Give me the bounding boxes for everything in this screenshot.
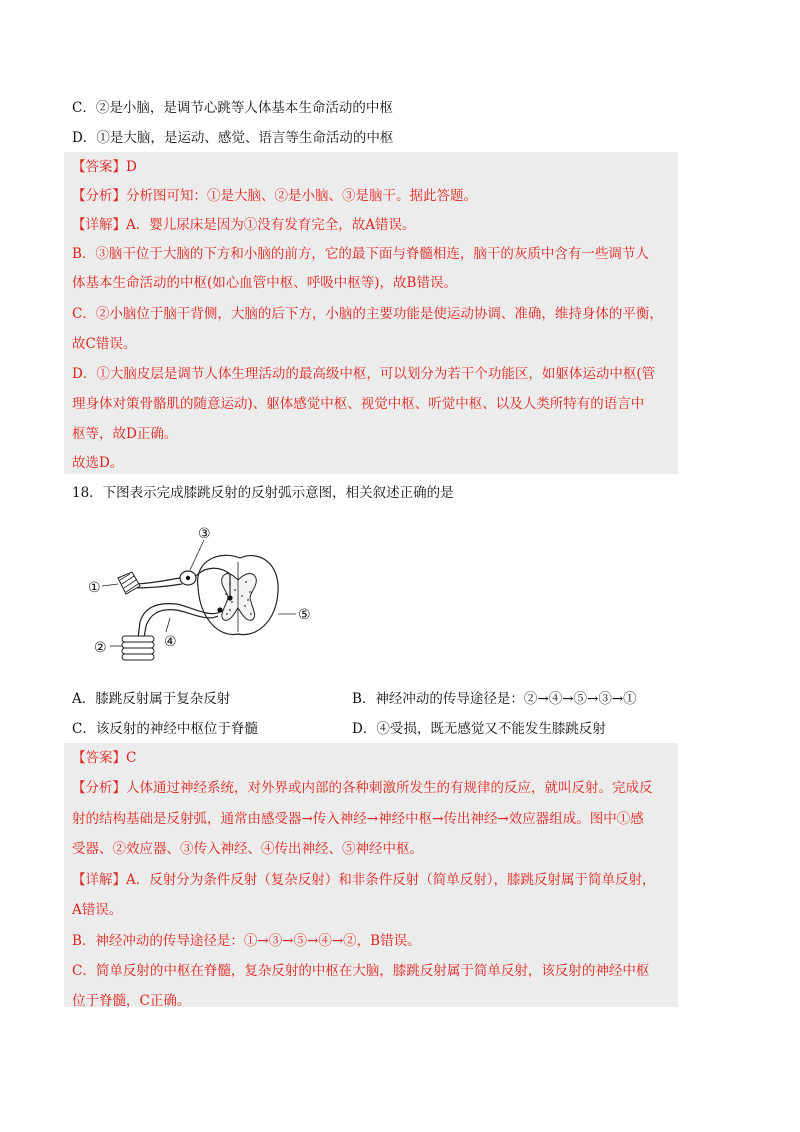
detail-line-17 [72, 215, 416, 235]
detail-b-18: B．神经冲动的传导途径是：①→③→⑤→④→②，B错误。 [72, 933, 421, 949]
answer-value: D [126, 159, 137, 175]
detail-d-line-2: 理身体对策骨骼肌的随意运动)、躯体感觉中枢、视觉中枢、听觉中枢、以及人类所特有的语言中 [72, 396, 645, 412]
afferent-nerve [132, 578, 180, 584]
detail-d-line-1: D．①大脑皮层是调节人体生理活动的最高级中枢，可以划分为若干个功能区，如躯体运动中枢(管 [72, 366, 656, 382]
reflex-arc-diagram [80, 522, 330, 667]
detail-c-line-1: C．简单反射的中枢在脊髓，复杂反射的中枢在大脑，膝跳反射属于简单反射，该反射的神经中枢 [72, 963, 650, 979]
q18-option-d: D．④受损，既无感觉又不能发生膝跳反射 [352, 721, 606, 737]
q18-option-a: A．膝跳反射属于复杂反射 [72, 691, 231, 707]
label-5: ⑤ [298, 607, 311, 623]
label-2: ② [94, 640, 107, 656]
detail-c-line-2: 故C错误。 [72, 336, 137, 352]
detail-tag: 【详解】 [72, 872, 126, 888]
q17-option-d: D．①是大脑，是运动、感觉、语言等生命活动的中枢 [72, 130, 394, 146]
detail-tag: 【详解】 [72, 217, 126, 233]
analysis-line-18-3: 受器、②效应器、③传入神经、④传出神经、⑤神经中枢。 [72, 841, 423, 857]
analysis-line-18-1 [72, 778, 653, 798]
analysis-text: 分析图可知：①是大脑、②是小脑、③是脑干。据此答题。 [126, 188, 477, 204]
detail-line-18 [72, 870, 656, 890]
effector-muscle [122, 636, 154, 660]
label-3: ③ [198, 526, 211, 542]
q18-option-b: B．神经冲动的传导途径是：②→④→⑤→③→① [352, 691, 637, 707]
detail-b-line-1: B．③脑干位于大脑的下方和小脑的前方，它的最下面与脊髓相连，脑干的灰质中含有一些调节人 [72, 246, 649, 262]
answer-line-18 [72, 748, 136, 768]
analysis-line-18-2: 射的结构基础是反射弧，通常由感受器→传入神经→神经中枢→传出神经→效应器组成。图中①感 [72, 811, 644, 827]
analysis-tag: 【分析】 [72, 188, 126, 204]
q18-option-c: C．该反射的神经中枢位于脊髓 [72, 721, 258, 737]
analysis-text: 人体通过神经系统，对外界或内部的各种刺激所发生的有规律的反应，就叫反射。完成反 [126, 780, 653, 796]
interneuron [227, 595, 232, 600]
detail-c-line-1: C．②小脑位于脑干背侧，大脑的后下方，小脑的主要功能是使运动协调、准确，维持身体的平衡， [72, 306, 663, 322]
detail-c-line-2: 位于脊髓，C正确。 [72, 993, 191, 1009]
q18-stem: 18．下图表示完成膝跳反射的反射弧示意图，相关叙述正确的是 [72, 485, 454, 501]
analysis-tag: 【分析】 [72, 780, 126, 796]
label-1: ① [88, 580, 101, 596]
answer-line-17 [72, 157, 137, 177]
detail-b-line-2: 体基本生命活动的中枢(如心血管中枢、呼吸中枢等)，故B错误。 [72, 275, 457, 291]
answer-tag: 【答案】 [72, 750, 126, 766]
detail-d-line-3: 枢等，故D正确。 [72, 426, 178, 442]
detail-a: A．反射分为条件反射（复杂反射）和非条件反射（简单反射），膝跳反射属于简单反射， [126, 872, 656, 888]
detail-a: A．婴儿尿床是因为①没有发育完全，故A错误。 [126, 217, 416, 233]
answer-tag: 【答案】 [72, 159, 126, 175]
detail-a-line-2: A错误。 [72, 902, 123, 918]
conclusion-17: 故选D。 [72, 455, 124, 471]
analysis-line-17 [72, 186, 477, 206]
receptor-skin [118, 572, 140, 594]
motor-neuron [217, 607, 222, 612]
label-4: ④ [164, 634, 177, 650]
answer-value: C [126, 750, 137, 766]
q17-option-c: C．②是小脑，是调节心跳等人体基本生命活动的中枢 [72, 100, 393, 116]
